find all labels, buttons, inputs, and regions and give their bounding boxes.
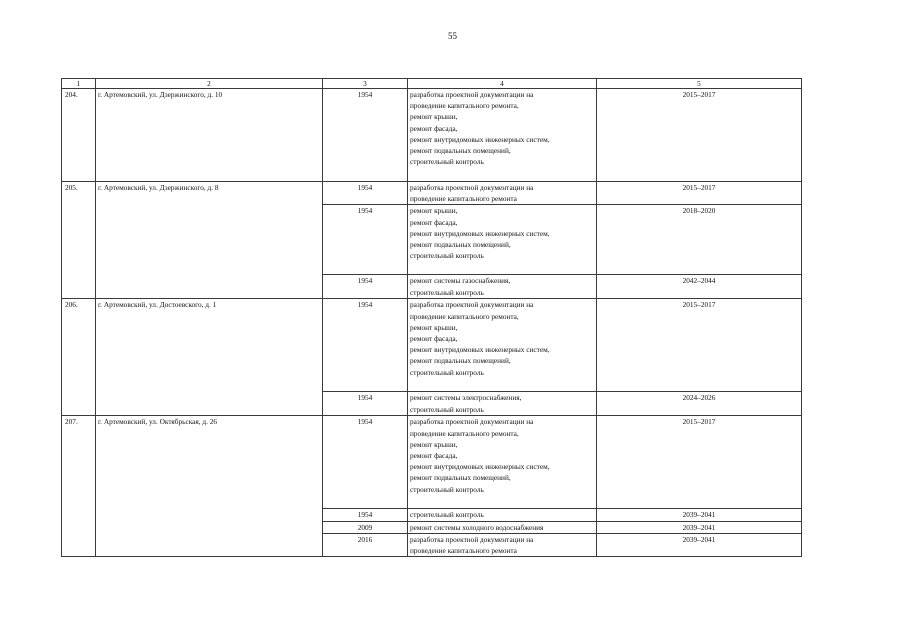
repair-period: 2015–2017 — [597, 182, 802, 205]
work-line: ремонт крыши, — [410, 206, 458, 216]
work-line: проведение капитального ремонта, — [410, 428, 519, 438]
construction-year: 2016 — [323, 533, 408, 556]
work-line: ремонт подвальных помещений, — [410, 356, 511, 366]
work-line: разработка проектной документации на — [410, 534, 534, 544]
repair-period: 2015–2017 — [597, 416, 802, 509]
building-address: г. Артемовский, ул. Достоевского, д. 1 — [96, 299, 323, 416]
row-number: 204. — [62, 89, 96, 182]
work-line: строительный контроль — [410, 367, 484, 377]
work-line: проведение капитального ремонта — [410, 546, 517, 556]
construction-year: 1954 — [323, 509, 408, 521]
column-header: 2 — [96, 79, 323, 89]
table-row — [62, 299, 802, 392]
construction-year: 1954 — [323, 299, 408, 392]
work-description — [408, 521, 597, 533]
building-address: г. Артемовский, ул. Дзержинского, д. 10 — [96, 89, 323, 182]
work-line: ремонт подвальных помещений, — [410, 146, 511, 156]
work-line: ремонт подвальных помещений, — [410, 240, 511, 250]
work-line: проведение капитального ремонта, — [410, 311, 519, 321]
work-line: ремонт фасада, — [410, 334, 458, 344]
construction-year: 1954 — [323, 89, 408, 182]
work-line: разработка проектной документации на — [410, 417, 534, 427]
repair-period: 2015–2017 — [597, 299, 802, 392]
row-number: 206. — [62, 299, 96, 416]
work-line: проведение капитального ремонта, — [410, 101, 519, 111]
work-line: ремонт подвальных помещений, — [410, 473, 511, 483]
construction-year: 1954 — [323, 392, 408, 416]
work-line: строительный контроль — [410, 404, 484, 414]
row-number: 207. — [62, 416, 96, 557]
work-line: ремонт фасада, — [410, 217, 458, 227]
work-description — [408, 205, 597, 275]
work-line: ремонт внутридомовых инженерных систем, — [410, 134, 550, 144]
work-line: проведение капитального ремонта — [410, 194, 517, 204]
work-line: ремонт крыши, — [410, 112, 458, 122]
work-description — [408, 392, 597, 416]
work-line: ремонт внутридомовых инженерных систем, — [410, 462, 550, 472]
row-number: 205. — [62, 182, 96, 299]
repair-period: 2024–2026 — [597, 392, 802, 416]
work-line: ремонт системы электроснабжения, — [410, 393, 522, 403]
work-description — [408, 533, 597, 556]
work-line: строительный контроль — [410, 510, 484, 520]
work-line: разработка проектной документации на — [410, 183, 534, 192]
table-row — [62, 89, 802, 182]
column-header: 5 — [597, 79, 802, 89]
work-line: строительный контроль — [410, 157, 484, 167]
work-line: строительный контроль — [410, 484, 484, 494]
work-line: строительный контроль — [410, 287, 484, 297]
table-row — [62, 182, 802, 205]
table-row — [62, 416, 802, 509]
work-description — [408, 509, 597, 521]
work-line: ремонт фасада, — [410, 123, 458, 133]
work-line: ремонт крыши, — [410, 439, 458, 449]
construction-year: 1954 — [323, 275, 408, 299]
repair-period: 2015–2017 — [597, 89, 802, 182]
work-description — [408, 299, 597, 392]
construction-year: 1954 — [323, 205, 408, 275]
repair-period: 2039–2041 — [597, 509, 802, 521]
work-description — [408, 416, 597, 509]
work-line: ремонт крыши, — [410, 322, 458, 332]
page-number: 55 — [448, 31, 457, 41]
work-line: ремонт фасада, — [410, 451, 458, 461]
building-address: г. Артемовский, ул. Дзержинского, д. 8 — [96, 182, 323, 299]
work-description — [408, 89, 597, 182]
capital-repair-table — [61, 78, 802, 557]
work-line: разработка проектной документации на — [410, 300, 534, 310]
construction-year: 1954 — [323, 182, 408, 205]
column-header: 1 — [62, 79, 96, 89]
construction-year: 2009 — [323, 521, 408, 533]
work-line: ремонт системы холодного водоснабжения — [410, 522, 544, 532]
repair-period: 2042–2044 — [597, 275, 802, 299]
work-line: ремонт системы газоснабжения, — [410, 276, 511, 286]
work-description — [408, 275, 597, 299]
repair-period: 2018–2020 — [597, 205, 802, 275]
column-header: 4 — [408, 79, 597, 89]
work-line: ремонт внутридомовых инженерных систем, — [410, 345, 550, 355]
repair-period: 2039–2041 — [597, 533, 802, 556]
table-header-row — [62, 79, 802, 89]
work-line: разработка проектной документации на — [410, 90, 534, 99]
work-line: строительный контроль — [410, 251, 484, 261]
column-header: 3 — [323, 79, 408, 89]
construction-year: 1954 — [323, 416, 408, 509]
building-address: г. Артемовский, ул. Октябрьская, д. 26 — [96, 416, 323, 557]
work-line: ремонт внутридомовых инженерных систем, — [410, 228, 550, 238]
work-description — [408, 182, 597, 205]
repair-period: 2039–2041 — [597, 521, 802, 533]
